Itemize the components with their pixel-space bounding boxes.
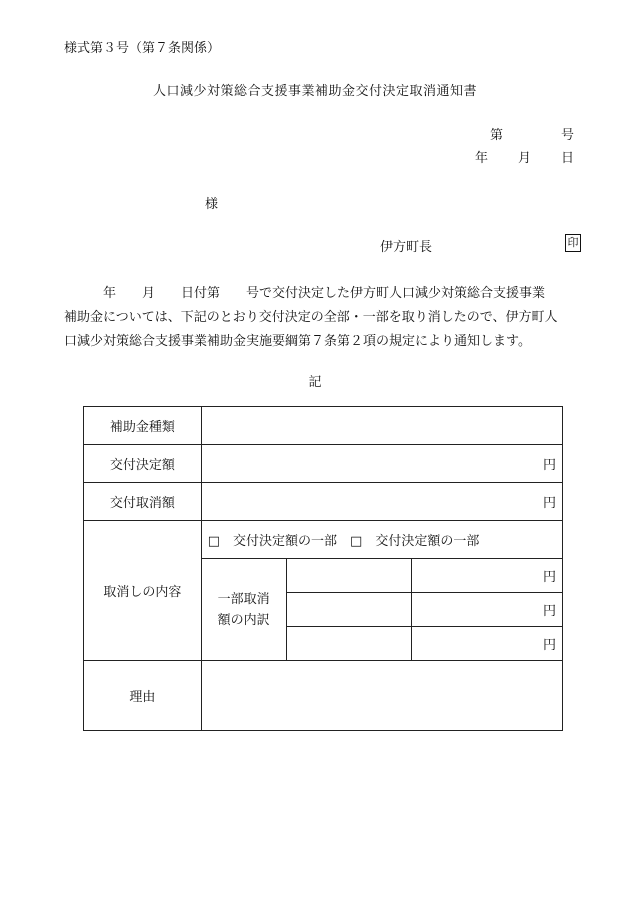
yen-unit: 円 [542,496,556,511]
yen-unit: 円 [542,570,556,585]
date-year: 年 [474,151,488,166]
breakdown-item-cell[interactable] [286,593,412,627]
table-row [84,521,563,559]
yen-unit: 円 [542,604,556,619]
decided-amount-value[interactable] [201,445,562,483]
form-number: 様式第３号（第７条関係） [64,41,221,56]
ki-heading: 記 [308,375,322,390]
addressee: 様 [205,197,219,212]
date-day: 日 [560,151,574,166]
body-line: 年 月 日付第 号で交付決定した伊方町人口減少対策総合支援事業 [64,286,546,301]
subsidy-type-label: 補助金種類 [84,407,202,445]
cancel-amount-label: 交付取消額 [84,483,202,521]
number-prefix: 第 [489,128,503,143]
date-month: 月 [517,151,531,166]
decided-amount-label: 交付決定額 [84,445,202,483]
breakdown-amount-cell[interactable] [412,559,563,593]
partial-breakdown-label [201,559,286,661]
yen-unit: 円 [542,458,556,473]
table-row [84,407,563,445]
cancellation-table [83,406,563,731]
option-text: □ 交付決定額の一部 □ 交付決定額の一部 [207,534,480,549]
partial-label-line: 一部取消 [217,591,270,607]
breakdown-item-cell[interactable] [286,559,412,593]
subsidy-type-value[interactable] [201,407,562,445]
number-suffix: 号 [560,128,574,143]
body-text [64,282,580,354]
table-row [84,483,563,521]
reason-label: 理由 [84,661,202,731]
reason-value[interactable] [201,661,562,731]
table-row [84,445,563,483]
partial-label-line: 額の内訳 [217,612,270,628]
sender-name: 伊方町長 [380,240,433,255]
seal-stamp: 印 [565,234,581,252]
body-line: 補助金については、下記のとおり交付決定の全部・一部を取り消したので、伊方町人 [64,310,558,325]
body-line: 口減少対策総合支援事業補助金実施要綱第７条第２項の規定により通知します。 [64,334,531,349]
yen-unit: 円 [542,638,556,653]
cancel-amount-value[interactable] [201,483,562,521]
cancel-options[interactable] [201,521,562,559]
date-row [475,147,574,166]
cancel-content-label: 取消しの内容 [84,521,202,661]
breakdown-item-cell[interactable] [286,627,412,661]
breakdown-amount-cell[interactable] [412,593,563,627]
document-number-row [490,124,574,143]
breakdown-amount-cell[interactable] [412,627,563,661]
document-title: 人口減少対策総合支援事業補助金交付決定取消通知書 [152,84,477,99]
table-row [84,661,563,731]
